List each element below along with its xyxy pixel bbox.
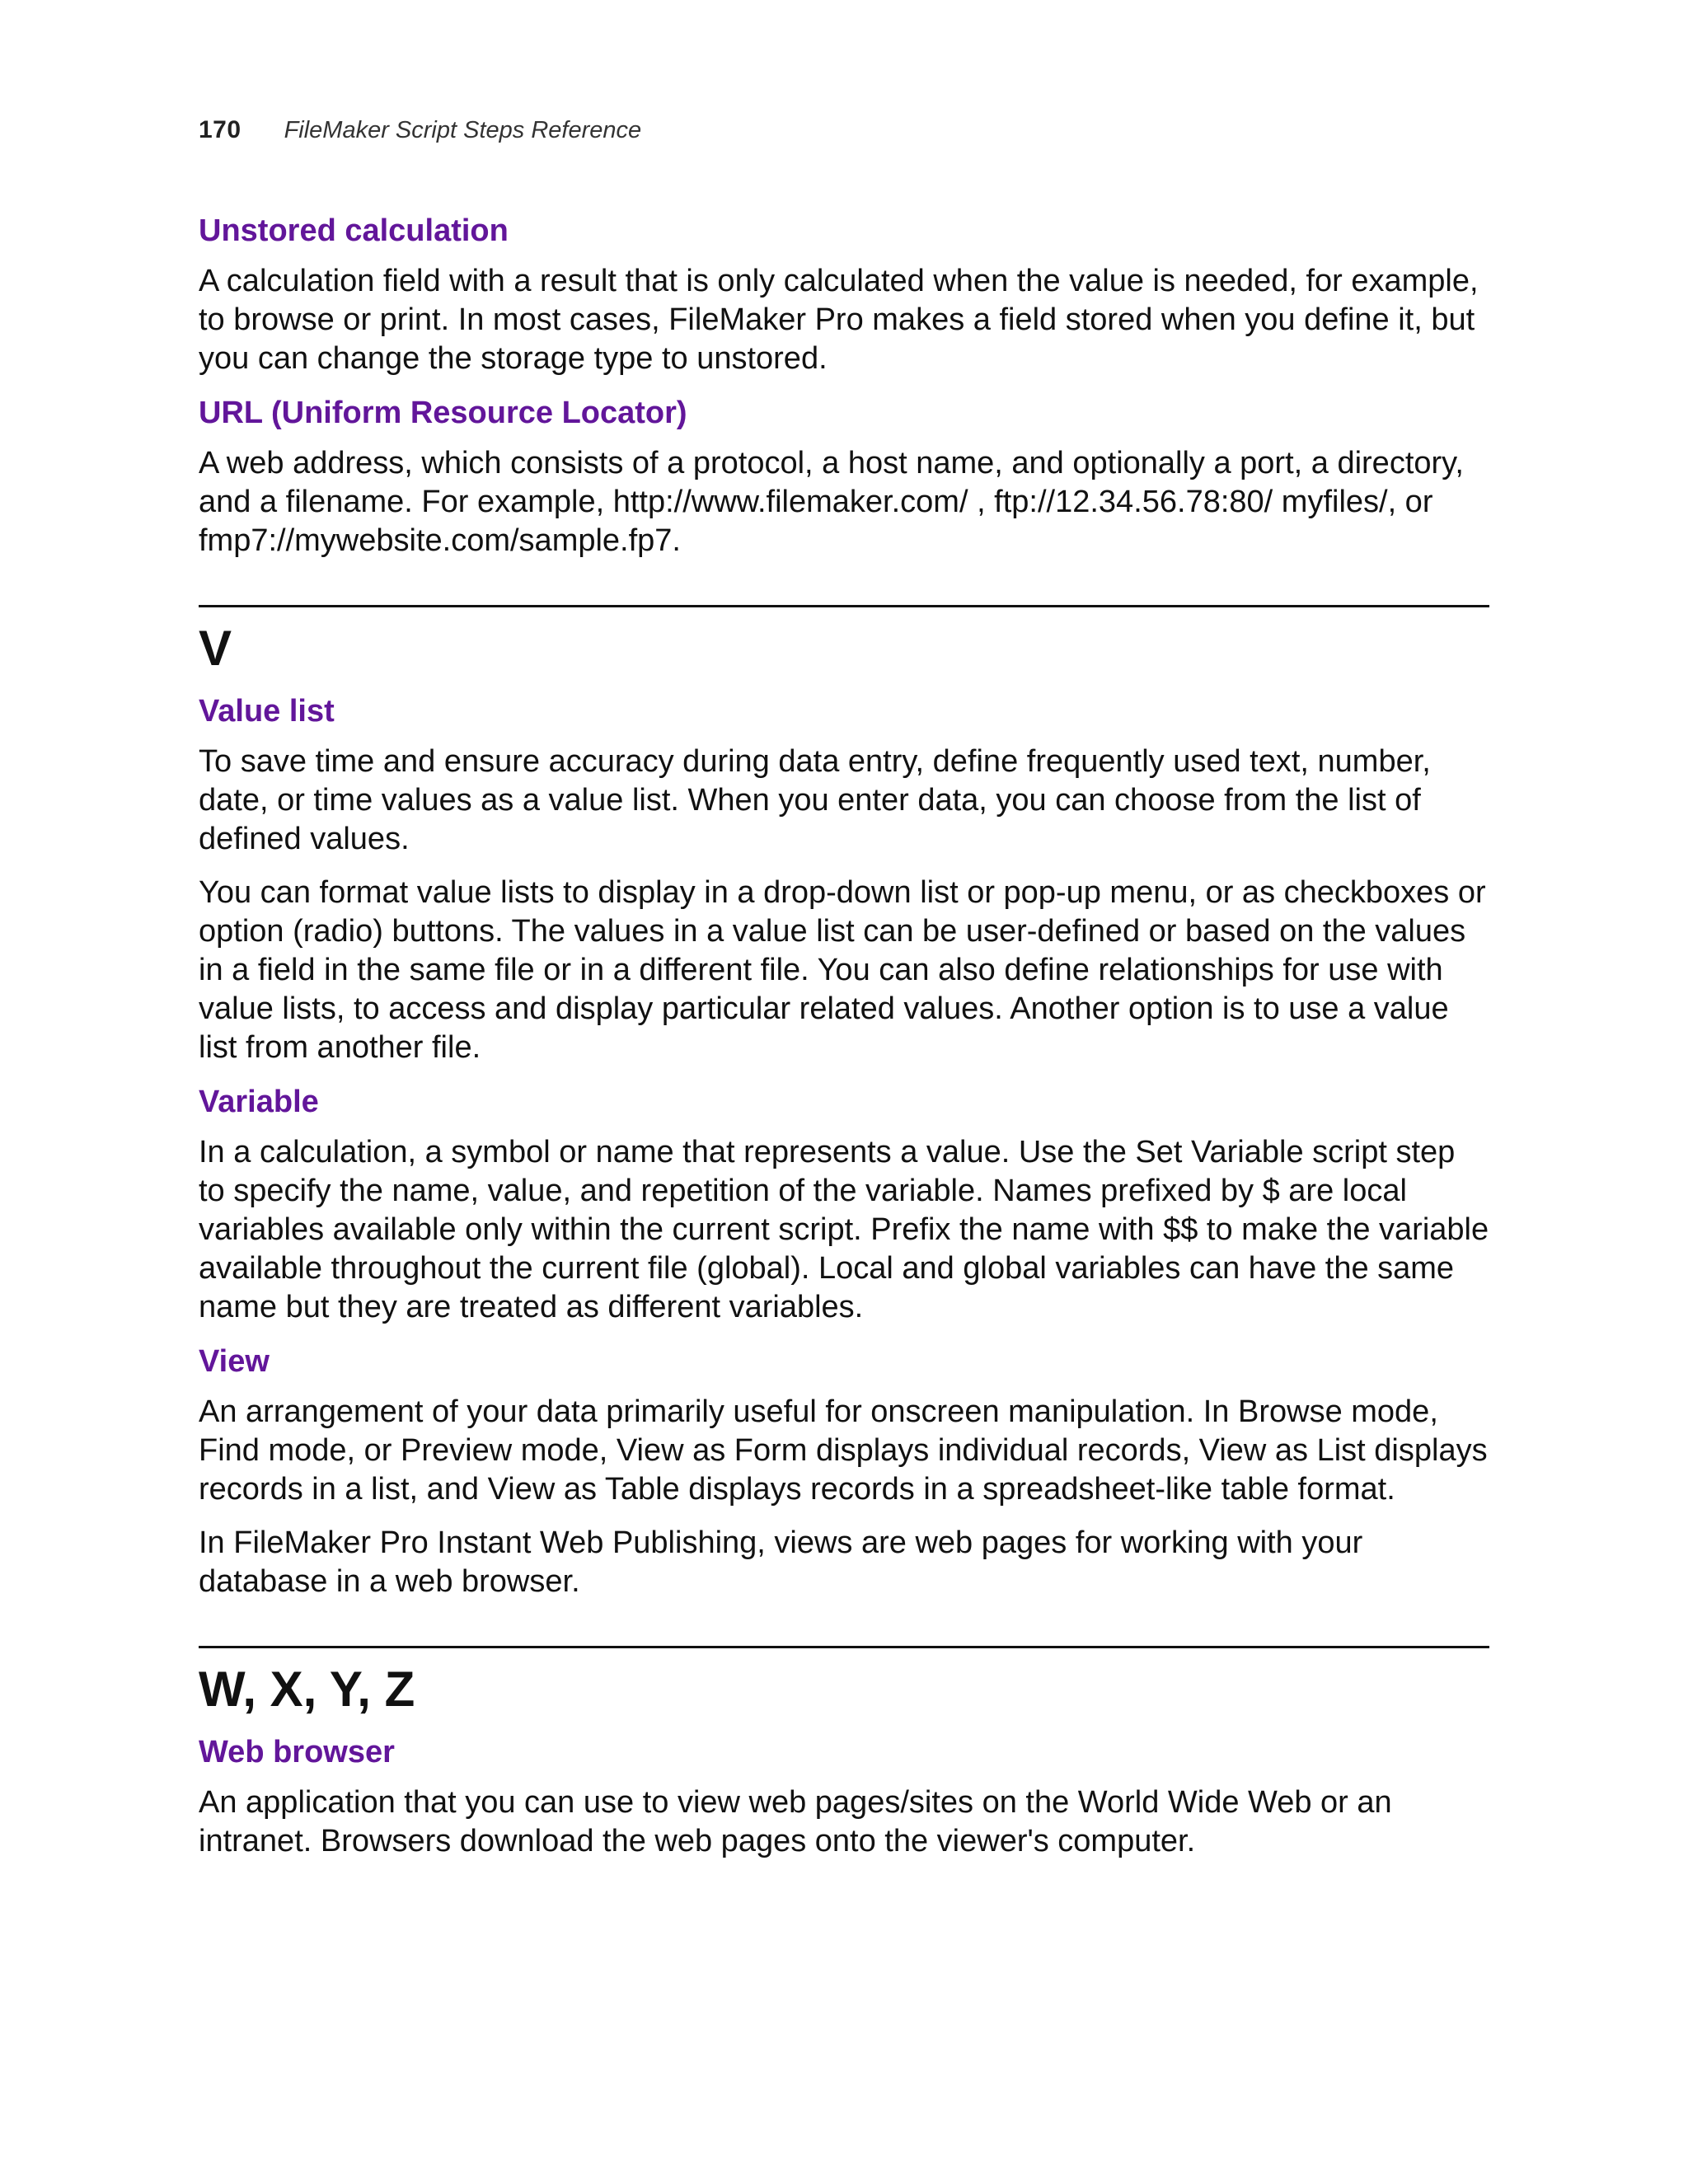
running-title: FileMaker Script Steps Reference <box>284 117 642 143</box>
glossary-term: Variable <box>199 1085 319 1119</box>
glossary-section-v <box>199 605 1489 1601</box>
glossary-entry <box>199 1732 1489 1861</box>
glossary-term: View <box>199 1344 270 1379</box>
running-header <box>199 116 641 149</box>
glossary-definition: An arrangement of your data primarily useful for onscreen manipulation. In Browse mode, Find mode, or Preview mode, View as Form displays individual records, View as List displays records in a list, and View as Table displays records in a spreadsheet-like table format. <box>199 1394 1488 1507</box>
glossary-term: Value list <box>199 694 335 729</box>
page-number: 170 <box>199 116 241 143</box>
glossary-term: URL (Uniform Resource Locator) <box>199 396 687 430</box>
glossary-definition: You can format value lists to display in a drop-down list or pop-up menu, or as checkboxes or option (radio) buttons. The values in a value list can be user-defined or based on the values in a field in the same file or in a different file. You can also define relationships for use with value lists, to access and display particular related values. Another option is to use a value list from another file. <box>199 875 1486 1065</box>
section-heading: W, X, Y, Z <box>199 1661 415 1717</box>
section-divider <box>199 605 1489 607</box>
glossary-term: Unstored calculation <box>199 213 509 248</box>
glossary-entry <box>199 393 1489 560</box>
glossary-entry <box>199 211 1489 378</box>
glossary-definition: In a calculation, a symbol or name that represents a value. Use the Set Variable script step to specify the name, value, and repetition of the variable. Names prefixed by $ are local variables available only within the current script. Prefix the name with $$ to make the variable available throughout the current file (global). Local and global variables can have the same name but they are treated as different variables. <box>199 1135 1489 1324</box>
glossary-definition: In FileMaker Pro Instant Web Publishing, views are web pages for working with your database in a web browser. <box>199 1526 1363 1599</box>
glossary-definition: An application that you can use to view web pages/sites on the World Wide Web or an intranet. Browsers download the web pages onto the viewer's computer. <box>199 1785 1392 1858</box>
glossary-term: Web browser <box>199 1735 395 1769</box>
glossary-definition: To save time and ensure accuracy during data entry, define frequently used text, number, date, or time values as a value list. When you enter data, you can choose from the list of defined values. <box>199 744 1431 856</box>
glossary-section-wxyz <box>199 1646 1489 1861</box>
glossary-entry <box>199 1342 1489 1601</box>
section-heading: V <box>199 621 232 676</box>
glossary-definition: A web address, which consists of a protocol, a host name, and optionally a port, a directory, and a filename. For example, http://www.filemaker.com/ , ftp://12.34.56.78:80/ myfiles/, or fmp7://mywebsite.com/sample.fp7. <box>199 446 1464 558</box>
glossary-entry <box>199 691 1489 1067</box>
section-divider <box>199 1646 1489 1648</box>
glossary-entry <box>199 1082 1489 1327</box>
glossary-definition: A calculation field with a result that is only calculated when the value is needed, for example, to browse or print. In most cases, FileMaker Pro makes a field stored when you define it, but you can change the storage type to unstored. <box>199 264 1479 376</box>
glossary-content <box>199 211 1489 1876</box>
